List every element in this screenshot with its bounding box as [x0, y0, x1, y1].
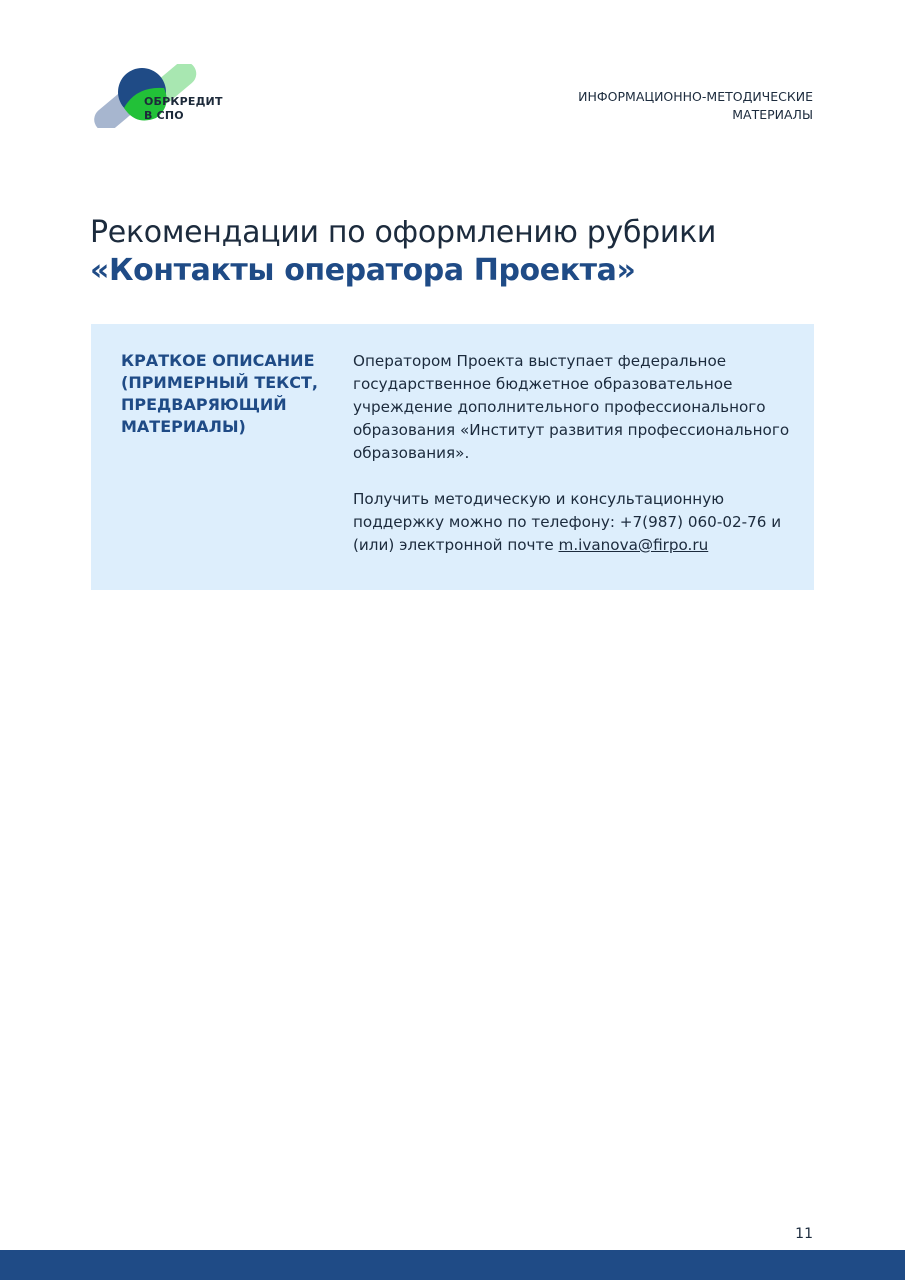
footer-bar: [0, 1250, 905, 1280]
page-title-line1: Рекомендации по оформлению рубрики: [90, 215, 717, 250]
support-text: Получить методическую и консультационную поддержку можно по телефону: +7(987) 060-02-76 и (или) электронной почте: [353, 490, 782, 554]
document-category-label: [513, 88, 813, 124]
operator-paragraph: Оператором Проекта выступает федеральное государственное бюджетное образовательное учреждение дополнительного профессионального образования «Институт развития профессионального образования».: [353, 352, 790, 462]
document-category-line1: ИНФОРМАЦИОННО-МЕТОДИЧЕСКИЕ: [578, 89, 813, 104]
email-link[interactable]: m.ivanova@firpo.ru: [558, 536, 709, 554]
logo-text: [144, 95, 223, 123]
page-number: 11: [795, 1226, 813, 1242]
brand-logo: [90, 64, 230, 128]
document-category-line2: МАТЕРИАЛЫ: [732, 107, 813, 122]
panel-label: КРАТКОЕ ОПИСАНИЕ (ПРИМЕРНЫЙ ТЕКСТ, ПРЕДВАРЯЮЩИЙ МАТЕРИАЛЫ): [121, 351, 318, 436]
page-title-line2: «Контакты оператора Проекта»: [90, 253, 636, 288]
description-panel: [91, 324, 814, 590]
support-paragraph: [353, 488, 793, 557]
logo-text-line2: В СПО: [144, 109, 184, 122]
logo-text-line1: ОБРКРЕДИТ: [144, 95, 223, 108]
page-title: [90, 214, 820, 290]
panel-body: [353, 350, 793, 580]
